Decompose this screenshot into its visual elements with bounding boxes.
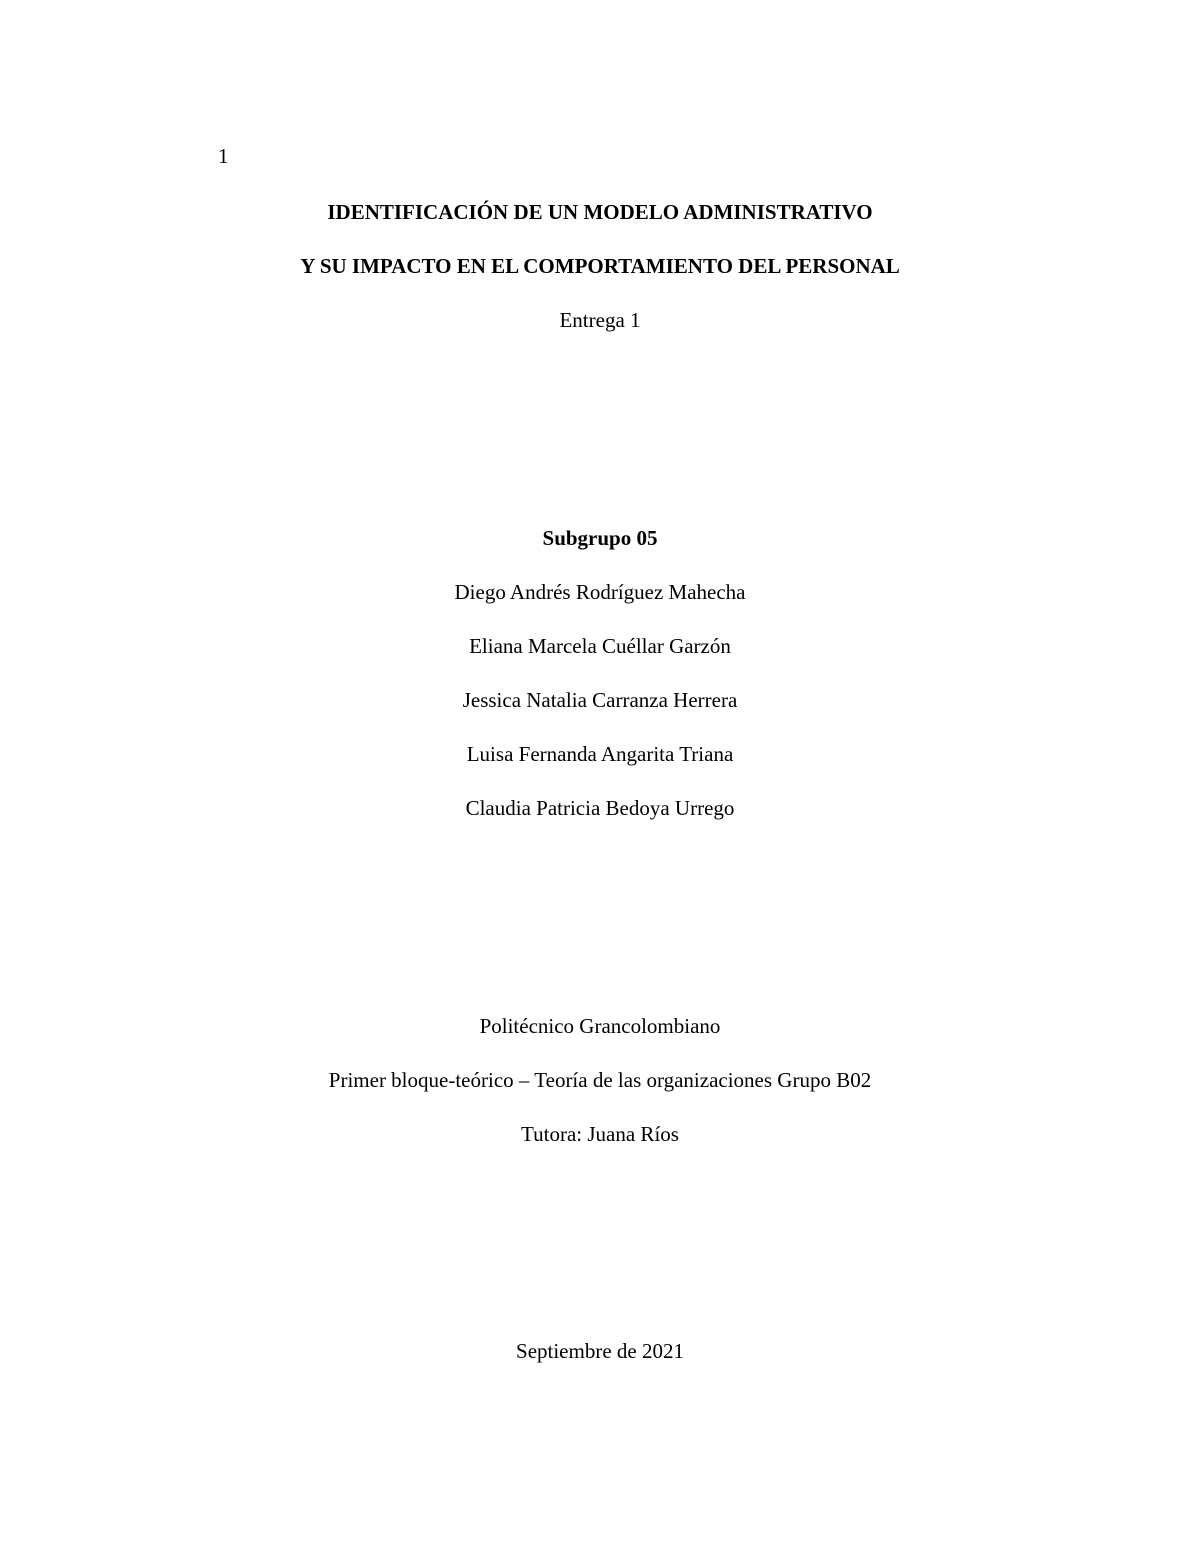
author-name: Diego Andrés Rodríguez Mahecha <box>454 580 746 604</box>
author-name: Luisa Fernanda Angarita Triana <box>466 742 734 766</box>
group-heading: Subgrupo 05 <box>542 526 658 550</box>
author-name: Eliana Marcela Cuéllar Garzón <box>469 634 731 658</box>
title-line-2: Y SU IMPACTO EN EL COMPORTAMIENTO DEL PERSONAL <box>300 254 900 278</box>
institution: Politécnico Grancolombiano <box>479 1014 721 1038</box>
tutor: Tutora: Juana Ríos <box>521 1122 679 1146</box>
page-number: 1 <box>218 144 229 168</box>
author-name: Claudia Patricia Bedoya Urrego <box>465 796 735 820</box>
subtitle: Entrega 1 <box>559 308 641 332</box>
date: Septiembre de 2021 <box>516 1339 684 1363</box>
title-line-1: IDENTIFICACIÓN DE UN MODELO ADMINISTRATIVO <box>327 200 873 224</box>
course: Primer bloque-teórico – Teoría de las organizaciones Grupo B02 <box>328 1068 872 1092</box>
author-name: Jessica Natalia Carranza Herrera <box>462 688 738 712</box>
